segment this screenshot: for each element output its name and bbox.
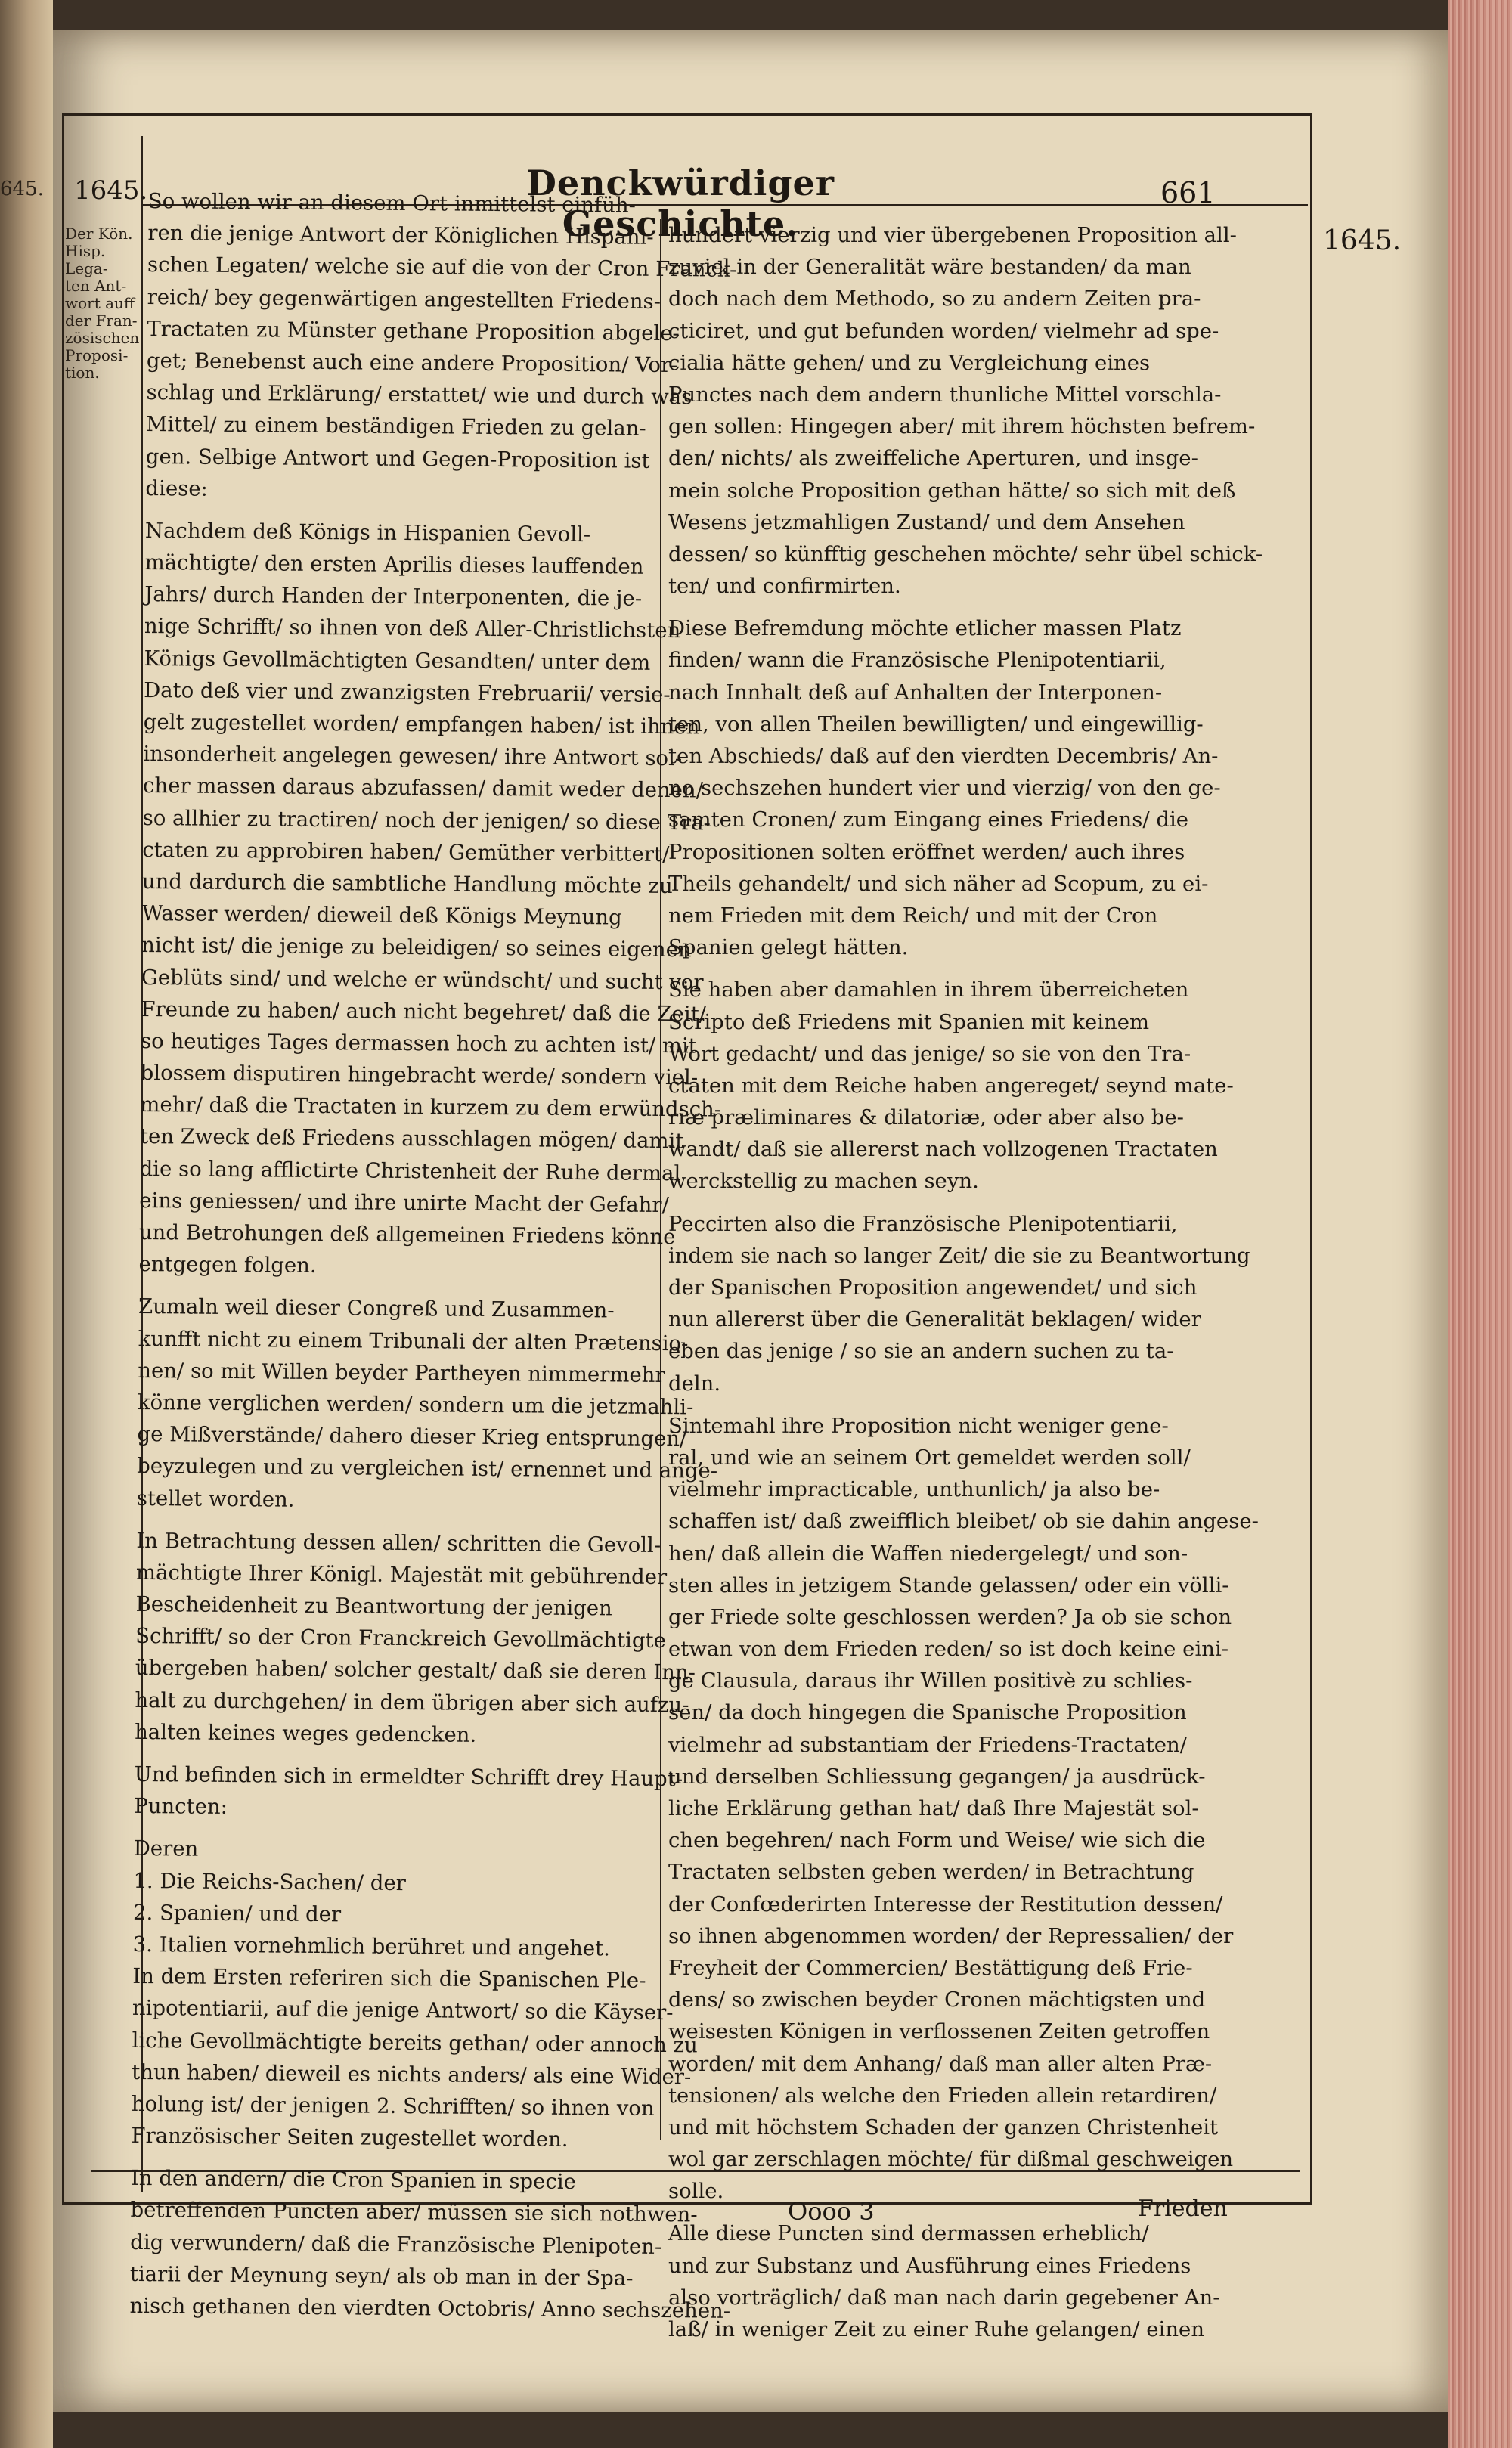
text-line: schlag und Erklärung/ erstattet/ wie und durch was [146,380,692,410]
text-line: nun allererst über die Generalität beklagen/ wider [668,1307,1201,1332]
text-line: chen begehren/ nach Form und Weise/ wie sich die [668,1828,1206,1853]
text-line: und zur Substanz und Ausführung eines Friedens [668,2253,1191,2278]
text-line: samten Cronen/ zum Eingang eines Friedens/ die [668,807,1189,832]
text-line: In dem Ersten referiren sich die Spanischen Ple- [132,1964,646,1993]
text-line: Wort gedacht/ und das jenige/ so sie von den Tra- [668,1041,1191,1066]
text-line: Freyheit der Commercien/ Bestättigung deß Frie- [668,1955,1193,1980]
running-title: Denckwürdiger Geschichte. [525,163,835,244]
text-line: 2. Spanien/ und der [132,1900,342,1927]
text-line: werckstellig zu machen seyn. [668,1169,979,1194]
text-line: hundert vierzig und vier übergebenen Proposition all- [668,223,1237,247]
text-line: so allhier zu tractiren/ noch der jenigen/ so diese Tra- [142,805,711,835]
marginal-note-line: wort auff [65,294,135,312]
text-line: Jahrs/ durch Handen der Interponenten, die je- [144,582,643,611]
text-line: vielmehr impracticable, unthunlich/ ja also be- [668,1477,1160,1502]
text-line: Nachdem deß Königs in Hispanien Gevoll- [144,518,591,547]
text-line: und Betrohungen deß allgemeinen Friedens könne [138,1219,676,1250]
text-line: weisesten Königen in verflossenen Zeiten getroffen [668,2019,1210,2044]
page-number: 661 [1160,176,1216,209]
text-line: Zumaln weil dieser Congreß und Zusammen- [138,1294,615,1323]
text-line: blossem disputiren hingebracht werde/ sondern viel- [140,1061,699,1090]
text-line: so ihnen abgenommen worden/ der Repressalien/ der [668,1923,1234,1948]
text-line: schen Legaten/ welche sie auf die von der Cron Franck- [147,253,737,283]
text-line: So wollen wir an diesem Ort inmittelst einfüh- [147,188,637,218]
text-line: Diese Befremdung möchte etlicher massen Platz [668,616,1182,641]
text-line: Königs Gevollmächtigten Gesandten/ unter dem [144,646,651,675]
left-page-edge [0,0,53,2448]
text-line: ral, und wie an seinem Ort gemeldet werden soll/ [668,1445,1191,1470]
text-line: nem Frieden mit dem Reich/ und mit der Cron [668,903,1158,928]
text-line: dessen/ so künfftig geschehen möchte/ sehr übel schick- [668,541,1263,566]
text-line: Schrifft/ so der Cron Franckreich Gevollmächtigte [135,1624,666,1653]
text-line: tensionen/ als welche den Frieden allein retardiren/ [668,2083,1217,2108]
text-line: übergeben haben/ solcher gestalt/ daß sie deren Inn- [135,1656,696,1685]
text-line: eben das jenige / so sie an andern suchen zu ta- [668,1339,1174,1364]
text-line: ten Abschieds/ daß auf den vierdten Decembris/ An- [668,744,1219,768]
text-line: Scripto deß Friedens mit Spanien mit keinem [668,1009,1150,1034]
text-line: mehr/ daß die Tractaten in kurzem zu dem erwündsch- [140,1092,722,1122]
text-line: der Spanischen Proposition angewendet/ und sich [668,1275,1198,1300]
text-line: nen/ so mit Willen beyder Partheyen nimmermehr [138,1358,665,1387]
text-line: ten Zweck deß Friedens ausschlagen mögen/ damit [139,1124,684,1154]
text-line: Bescheidenheit zu Beantwortung der jenigen [135,1591,612,1621]
text-line: worden/ mit dem Anhang/ daß man aller alten Præ- [668,2051,1213,2076]
text-line: Deren [133,1836,199,1862]
text-line: ten, von allen Theilen bewilligten/ und eingewillig- [668,711,1204,736]
text-line: Alle diese Puncten sind dermassen erheblich/ [668,2221,1149,2246]
text-line: ren die jenige Antwort der Königlichen Hispani- [147,221,654,250]
year-right: 1645. [1323,225,1402,256]
text-line: mein solche Proposition gethan hätte/ so sich mit deß [668,478,1236,503]
text-line: Tractaten selbsten geben werden/ in Betrachtung [668,1860,1194,1885]
text-line: die so lang afflictirte Christenheit der Ruhe dermal [139,1156,681,1185]
text-line: Französischer Seiten zugestellet worden. [131,2123,569,2152]
text-line: ger Friede solte geschlossen werden? Ja ob sie schon [668,1604,1232,1629]
text-line: In Betrachtung dessen allen/ schritten die Gevoll- [136,1528,662,1557]
text-line: gen. Selbige Antwort und Gegen-Proposition ist [145,444,650,473]
catchword: Frieden [1138,2195,1228,2222]
text-line: betreffenden Puncten aber/ müssen sie sich nothwen- [130,2198,698,2227]
text-line: Geblüts sind/ und welche er wündscht/ und sucht vor [141,965,704,994]
text-line: dens/ so zwischen beyder Cronen mächtigsten und [668,1988,1206,2013]
text-line: Punctes nach dem andern thunliche Mittel vorschla- [668,382,1222,407]
text-line: und dardurch die sambtliche Handlung möchte zu [141,869,673,899]
marginal-note-line: der Fran- [65,311,138,330]
text-line: vielmehr ad substantiam der Friedens-Tractaten/ [668,1732,1187,1757]
text-line: 1. Die Reichs-Sachen/ der [133,1868,407,1895]
text-line: nipotentiarii, auf die jenige Antwort/ so die Käyser- [132,1996,674,2025]
text-line: liche Erklärung gethan hat/ daß Ihre Majestät sol- [668,1796,1199,1821]
marginal-note-line: Hisp. Lega- [65,242,108,277]
right-text-column [668,219,1303,2345]
marginal-note-line: tion. [65,364,100,382]
signature-mark: Oooo 3 [788,2197,875,2226]
text-line: kunfft nicht zu einem Tribunali der alten Prætensio- [138,1326,689,1356]
marginal-note [65,225,138,382]
paragraph-gap [668,1198,1303,1208]
text-line: mächtigte Ihrer Königl. Majestät mit gebührender [135,1560,668,1589]
marginal-note-line: Der Kön. [65,225,133,243]
text-line: sen/ da doch hingegen die Spanische Proposition [668,1700,1187,1725]
text-line: Sie haben aber damahlen in ihrem überreicheten [668,978,1189,1002]
text-line: Dato deß vier und zwanzigsten Frebruarii/ versie- [144,677,671,707]
text-line: nicht ist/ die jenige zu beleidigen/ so seines eigenen [141,933,692,962]
text-line: get; Benebenst auch eine andere Proposition/ Vor- [146,348,678,378]
text-line: halt zu durchgehen/ in dem übrigen aber sich aufzu- [135,1687,689,1717]
text-line: Spanien gelegt hätten. [668,935,909,960]
text-line: zuviel in der Generalität wäre bestanden/ da man [668,255,1191,280]
text-line: riæ præliminares & dilatoriæ, oder aber also be- [668,1105,1184,1130]
text-line: 3. Italien vornehmlich berühret und angehet. [132,1932,611,1961]
text-line: no sechszehen hundert vier und vierzig/ von den ge- [668,776,1221,801]
text-line: diese: [145,476,208,501]
text-line: sten alles in jetzigem Stande gelassen/ oder ein völli- [668,1573,1229,1597]
text-line: thun haben/ dieweil es nichts anders/ als eine Wider- [132,2059,692,2090]
text-line: laß/ in weniger Zeit zu einer Ruhe gelangen/ einen [668,2317,1205,2341]
text-line: wandt/ daß sie allererst nach vollzogenen Tractaten [668,1137,1218,1162]
text-line: beyzulegen und zu vergleichen ist/ ernennet und ange- [137,1454,718,1483]
text-line: insonderheit angelegen gewesen/ ihre Antwort sol- [143,742,683,771]
text-line: finden/ wann die Französische Plenipotentiarii, [668,648,1167,673]
text-line: Propositionen solten eröffnet werden/ auch ihres [668,839,1185,864]
text-line: cher massen daraus abzufassen/ damit weder denen/ [142,773,704,803]
text-line: liche Gevollmächtigte bereits gethan/ oder annoch zu [132,2028,698,2057]
paragraph-gap [668,1399,1303,1410]
text-line: Theils gehandelt/ und sich näher ad Scopum, zu ei- [668,871,1209,896]
text-line: cialia hätte gehen/ und zu Vergleichung eines [668,350,1151,375]
text-line: Puncten: [134,1794,228,1820]
text-line: holung ist/ der jenigen 2. Schrifften/ so ihnen von [131,2091,655,2121]
text-line: hen/ daß allein die Waffen niedergelegt/ und son- [668,1541,1188,1566]
text-line: Mittel/ zu einem beständigen Frieden zu gelan- [146,412,646,442]
text-line: ge Mißverstände/ dahero dieser Krieg entsprungen/ [137,1422,687,1452]
text-line: den/ nichts/ als zweiffeliche Aperturen, und insge- [668,446,1198,471]
text-line: stellet worden. [136,1486,295,1512]
text-line: Tractaten zu Münster gethane Proposition abgele- [147,316,680,346]
text-line: ge Clausula, daraus ihr Willen positivè zu schlies- [668,1669,1193,1693]
text-line: der Confœderirten Interesse der Restitution dessen/ [668,1892,1223,1917]
text-line: nisch gethanen den vierdten Octobris/ Anno sechszehen- [129,2293,731,2323]
text-line: ctaten mit dem Reiche haben angereget/ seynd mate- [668,1073,1234,1098]
marginal-note-line: Proposi- [65,346,129,364]
text-line: eins geniessen/ und ihre unirte Macht der Gefahr/ [139,1188,669,1217]
text-line: so heutiges Tages dermassen hoch zu achten ist/ mit [140,1028,697,1058]
text-line: Freunde zu haben/ auch nicht begehret/ daß die Zeit/ [141,996,707,1027]
text-line: gelt zugestellet worden/ empfangen haben/ ist ihnen [143,709,700,739]
text-line: ctaten zu approbiren haben/ Gemüther verbittert/ [142,837,670,866]
text-line: Sintemahl ihre Proposition nicht weniger gene- [668,1413,1169,1438]
text-line: halten keines weges gedencken. [135,1719,477,1747]
text-line: nach Innhalt deß auf Anhalten der Interponen- [668,680,1163,705]
previous-page-year: 645. [0,178,44,200]
paragraph-gap [668,963,1303,974]
text-line: könne verglichen werden/ sondern um die jetzmahli- [137,1390,694,1420]
page-edges [1448,0,1512,2448]
text-line: also vorträglich/ daß man nach darin gegebener An- [668,2285,1220,2310]
text-line: schaffen ist/ daß zweifflich bleibet/ ob sie dahin angese- [668,1509,1259,1534]
text-line: etwan von dem Frieden reden/ so ist doch keine eini- [668,1637,1229,1662]
text-line: und derselben Schliessung gegangen/ ja ausdrück- [668,1764,1206,1789]
marginal-note-line: zösischen [65,329,140,347]
text-line: gen sollen: Hingegen aber/ mit ihrem höchsten befrem- [668,414,1256,439]
text-line: dig verwundern/ daß die Französische Plenipoten- [130,2230,662,2259]
text-line: In den andern/ die Cron Spanien in specie [130,2166,577,2195]
text-line: deln. [668,1371,721,1396]
text-line: und mit höchstem Schaden der ganzen Christenheit [668,2115,1219,2140]
text-line: nige Schrifft/ so ihnen von deß Aller-Christlichsten [144,614,681,643]
text-line: reich/ bey gegenwärtigen angestellten Friedens- [147,284,662,314]
text-line: doch nach dem Methodo, so zu andern Zeiten pra- [668,287,1201,311]
year-left: 1645. [74,175,148,206]
text-line: wol gar zerschlagen möchte/ für dißmal geschweigen [668,2147,1234,2172]
paragraph-gap [668,602,1303,612]
text-line: mächtigte/ den ersten Aprilis dieses lauffenden [144,550,644,579]
text-line: entgegen folgen. [138,1252,317,1278]
text-line: solle. [668,2179,724,2204]
text-line: tiarii der Meynung seyn/ als ob man in der Spa- [129,2261,634,2291]
text-line: Und befinden sich in ermeldter Schrifft drey Haupt- [134,1762,683,1792]
text-line: ten/ und confirmirten. [668,574,901,599]
text-line: Peccirten also die Französische Plenipotentiarii, [668,1211,1178,1236]
text-line: Wasser werden/ dieweil deß Königs Meynung [141,901,622,930]
text-line: cticiret, und gut befunden worden/ vielmehr ad spe- [668,318,1219,343]
marginal-note-line: ten Ant- [65,277,127,295]
text-line: Wesens jetzmahligen Zustand/ und dem Ansehen [668,510,1185,535]
text-line: indem sie nach so langer Zeit/ die sie zu Beantwortung [668,1243,1250,1268]
